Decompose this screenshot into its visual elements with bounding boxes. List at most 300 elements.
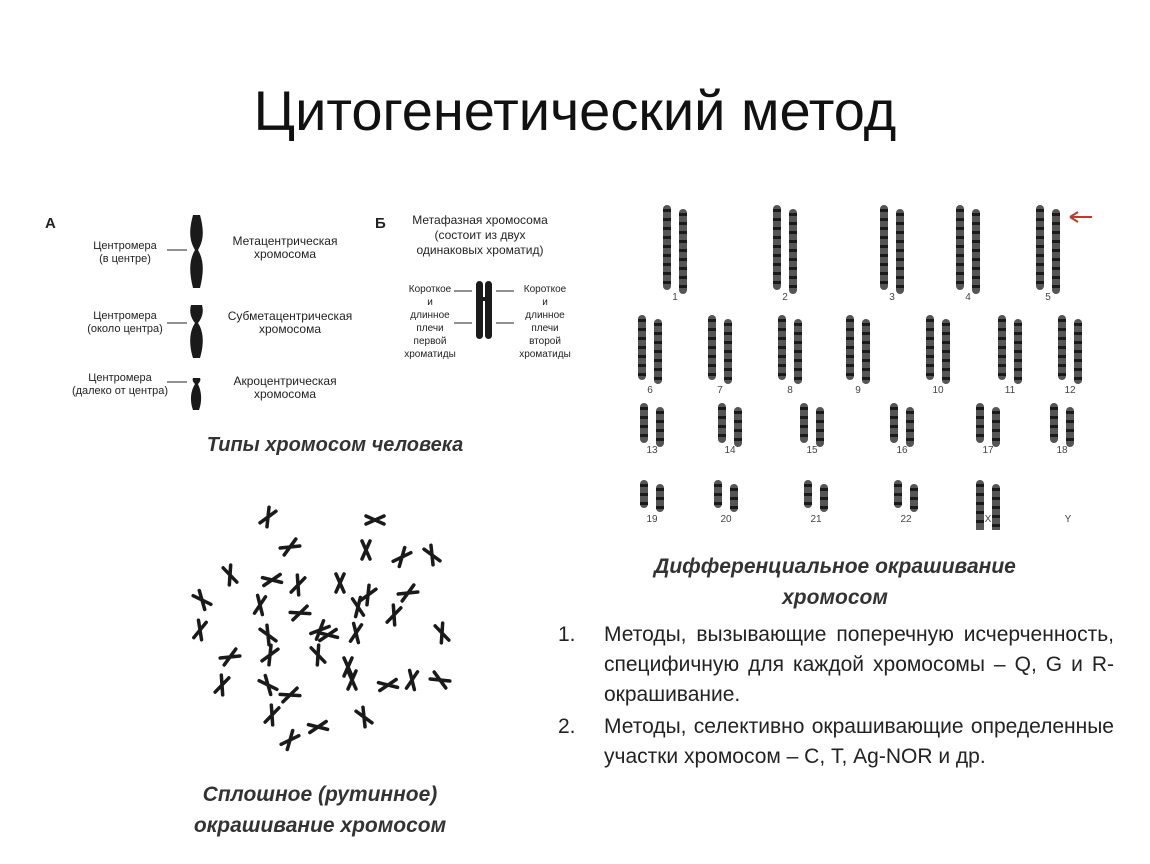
- chromosome-band: [1014, 341, 1022, 344]
- chromosome-band: [718, 407, 726, 410]
- chromosome-band: [1052, 249, 1060, 252]
- chromosome-band: [880, 218, 888, 221]
- chromosome-band: [862, 332, 870, 335]
- chromosome-band: [654, 359, 662, 362]
- chromosome-type-3: Акроцентрическая хромосома: [233, 374, 337, 401]
- chromosome-band: [1036, 281, 1044, 284]
- karyotype-label: 4: [965, 292, 971, 303]
- karyotype-label: 19: [646, 514, 658, 525]
- chromosome-band: [956, 245, 964, 248]
- chromosome-band: [972, 258, 980, 261]
- chromosome-band: [910, 497, 918, 500]
- chromosome-band: [992, 488, 1000, 491]
- chromosome-band: [906, 420, 914, 423]
- karyotype-label: 6: [647, 385, 653, 396]
- chromosome-band: [1036, 227, 1044, 230]
- chromosome-band: [956, 263, 964, 266]
- karyotype-label: 1: [672, 292, 678, 303]
- chromosome-band: [724, 323, 732, 326]
- chromosome-band: [1052, 240, 1060, 243]
- chromosome-band: [778, 355, 786, 358]
- chromosome-pair: [894, 480, 918, 512]
- karyotype-image: [630, 195, 1095, 530]
- chromosome-band: [778, 373, 786, 376]
- chromosome-band: [778, 319, 786, 322]
- chromosome-band: [656, 488, 664, 491]
- chromosome-band: [778, 337, 786, 340]
- chromosome: [223, 565, 237, 585]
- chromosome-band: [1050, 416, 1058, 419]
- chromosome-band: [679, 249, 687, 252]
- chromosome-band: [1074, 323, 1082, 326]
- chromosome-band: [724, 350, 732, 353]
- chromosome-band: [1058, 364, 1066, 367]
- chromosome: [260, 625, 276, 645]
- chromosome-pair: [926, 315, 950, 384]
- chromosome-band: [800, 425, 808, 428]
- chromosome-band: [820, 506, 828, 509]
- chromosome-band: [1014, 368, 1022, 371]
- chromosome-band: [846, 373, 854, 376]
- chromosome-band: [718, 416, 726, 419]
- chromosome-band: [773, 218, 781, 221]
- karyotype-label: X: [984, 514, 992, 525]
- chromosome-band: [942, 377, 950, 380]
- karyotype-label: 8: [787, 385, 793, 396]
- chromosome-type-1: Метацентрическая хромосома: [232, 234, 338, 261]
- chromosome-pair: [1058, 315, 1082, 384]
- karyotype-label: 17: [982, 445, 994, 456]
- chromosome-band: [1052, 231, 1060, 234]
- chromosome-band: [773, 281, 781, 284]
- chromosome: [308, 721, 327, 732]
- list-item: 1. Методы, вызывающие поперечную исчерченность, специфичную для каждой хромосомы – Q, G и R-окрашивание.: [558, 623, 1114, 706]
- chromosome-band: [998, 319, 1006, 322]
- chromosome-band: [1074, 332, 1082, 335]
- chromosome-band: [734, 411, 742, 414]
- chromosome-band: [998, 346, 1006, 349]
- chromosome: [398, 585, 418, 601]
- chromosome-band: [1036, 236, 1044, 239]
- chromosome: [291, 575, 305, 595]
- chromosome-band: [846, 364, 854, 367]
- chromosome-band: [1050, 425, 1058, 428]
- chromosome-band: [1052, 267, 1060, 270]
- chromosome-band: [679, 258, 687, 261]
- chromosome: [387, 605, 401, 625]
- chromosome-band: [896, 249, 904, 252]
- second-chromatid-label: Короткое и длинное плечи второй хроматиды: [519, 284, 571, 360]
- chromosome-band: [972, 249, 980, 252]
- chromosome-band: [1052, 222, 1060, 225]
- chromosome-band: [1050, 434, 1058, 437]
- chromosome-band: [679, 231, 687, 234]
- chromosome-band: [1074, 377, 1082, 380]
- metaphase-heading: Метафазная хромосома (состоит из двух одинаковых хроматид): [412, 213, 548, 257]
- chromosome-band: [640, 502, 648, 505]
- chromosome-band: [976, 416, 984, 419]
- chromosome-band: [679, 285, 687, 288]
- chromosome-band: [956, 227, 964, 230]
- chromosome: [260, 507, 276, 527]
- karyotype-label: 11: [1004, 385, 1016, 396]
- chromosome-band: [638, 328, 646, 331]
- red-arrow-icon: [1070, 212, 1092, 222]
- chromosome-band: [942, 350, 950, 353]
- chromosome-band: [926, 319, 934, 322]
- chromosome-band: [998, 328, 1006, 331]
- karyotype-label: 10: [932, 385, 944, 396]
- chromosome-pair: [998, 315, 1022, 384]
- chromosome-band: [663, 245, 671, 248]
- chromosome-band: [718, 434, 726, 437]
- chromosome-band: [992, 429, 1000, 432]
- chromosome-band: [1036, 245, 1044, 248]
- chromosome: [220, 649, 240, 665]
- chromosome-band: [724, 332, 732, 335]
- chromosome-band: [816, 438, 824, 441]
- chromosome-band: [1058, 373, 1066, 376]
- chromosome-band: [734, 438, 742, 441]
- chromosome-band: [896, 285, 904, 288]
- chromosome-band: [640, 416, 648, 419]
- chromosome-band: [926, 328, 934, 331]
- chromosome-band: [734, 429, 742, 432]
- chromosome-band: [804, 502, 812, 505]
- karyotype-label: 21: [810, 514, 822, 525]
- chromosome-pair: [1036, 205, 1060, 294]
- chromosome-band: [1074, 341, 1082, 344]
- panel-b-letter: Б: [375, 215, 386, 232]
- chromosome: [254, 595, 265, 614]
- chromosome-band: [880, 227, 888, 230]
- chromosome-band: [800, 407, 808, 410]
- chromosome-band: [880, 254, 888, 257]
- chromosome-pair: [640, 480, 664, 512]
- chromosome-band: [846, 328, 854, 331]
- chromosome-band: [1058, 337, 1066, 340]
- chromosome-band: [1058, 355, 1066, 358]
- chromosome-pair: [640, 403, 664, 447]
- methods-list: [558, 620, 1114, 772]
- chromosome-band: [1036, 263, 1044, 266]
- chromosome-band: [846, 337, 854, 340]
- caption-differential-staining: Дифференциальное окрашивание хромосом: [654, 555, 1016, 609]
- chromosome-band: [778, 364, 786, 367]
- chromosome-band: [1066, 420, 1074, 423]
- chromosome-band: [880, 281, 888, 284]
- chromosome-band: [1052, 258, 1060, 261]
- chromosome-band: [656, 411, 664, 414]
- chromosome-band: [1066, 411, 1074, 414]
- chromosome-band: [1066, 438, 1074, 441]
- chromosome: [378, 679, 397, 690]
- chromosome-band: [1066, 429, 1074, 432]
- chromosome-band: [820, 488, 828, 491]
- chromosome-pair: [890, 403, 914, 447]
- chromosome-band: [640, 484, 648, 487]
- chromosome: [193, 591, 211, 610]
- chromosome-band: [1014, 323, 1022, 326]
- chromosome-pair: [956, 205, 980, 294]
- karyotype-label: 13: [646, 445, 658, 456]
- chromosome-band: [816, 420, 824, 423]
- chromosome: [290, 606, 310, 620]
- chromosome-band: [708, 319, 716, 322]
- chromosome-band: [880, 272, 888, 275]
- chromosome-band: [926, 346, 934, 349]
- chromosome-band: [862, 377, 870, 380]
- chromosome-band: [804, 484, 812, 487]
- chromosome-pair: [1050, 403, 1074, 447]
- chromosome-band: [890, 407, 898, 410]
- chromosome-band: [789, 285, 797, 288]
- chromosome-band: [1036, 218, 1044, 221]
- chromosome-band: [992, 411, 1000, 414]
- chromosome-band: [789, 258, 797, 261]
- chromosome-type-2: Субметацентрическая хромосома: [227, 309, 353, 336]
- chromosome-band: [1036, 209, 1044, 212]
- chromosome-band: [640, 425, 648, 428]
- chromosome-band: [794, 332, 802, 335]
- metaphase-chromosome-icon: [454, 279, 514, 344]
- chromosome-band: [640, 434, 648, 437]
- chromosome-band: [846, 346, 854, 349]
- chromosome-band: [718, 425, 726, 428]
- chromosome-band: [906, 429, 914, 432]
- chromosome: [362, 541, 370, 559]
- panel-b: [370, 205, 590, 380]
- chromosome-band: [956, 254, 964, 257]
- chromosome-pair: [804, 480, 828, 512]
- chromosome-band: [789, 276, 797, 279]
- chromosome-band: [820, 497, 828, 500]
- chromosome-band: [1052, 285, 1060, 288]
- chromosome-band: [1052, 276, 1060, 279]
- chromosome-band: [663, 272, 671, 275]
- panel-a: [40, 205, 360, 415]
- chromosome-band: [976, 520, 984, 523]
- chromosome-band: [992, 515, 1000, 518]
- chromosome-band: [1074, 359, 1082, 362]
- chromosome-band: [896, 231, 904, 234]
- chromosome-band: [976, 425, 984, 428]
- chromosome-band: [972, 267, 980, 270]
- chromosome-band: [972, 213, 980, 216]
- chromosome-band: [730, 488, 738, 491]
- chromosome-pair: [718, 403, 742, 447]
- karyotype-label: 2: [782, 292, 788, 303]
- chromosome-band: [708, 337, 716, 340]
- chromosome-band: [794, 350, 802, 353]
- chromosome-band: [1058, 346, 1066, 349]
- chromosome-band: [1050, 407, 1058, 410]
- chromosome-band: [890, 434, 898, 437]
- chromosome-band: [880, 263, 888, 266]
- chromosome-band: [734, 420, 742, 423]
- chromosome-band: [1058, 319, 1066, 322]
- chromosome-band: [998, 337, 1006, 340]
- chromosome-band: [714, 502, 722, 505]
- chromosome-band: [656, 497, 664, 500]
- chromosome-band: [638, 373, 646, 376]
- chromosome-band: [880, 209, 888, 212]
- chromosome-band: [816, 411, 824, 414]
- karyotype-label: 7: [717, 385, 723, 396]
- chromosome-band: [789, 240, 797, 243]
- chromosome-band: [890, 425, 898, 428]
- chromosome-band: [992, 524, 1000, 527]
- chromosome-band: [663, 263, 671, 266]
- chromosome-band: [789, 222, 797, 225]
- chromosome: [393, 548, 411, 567]
- karyotype-label: 3: [889, 292, 895, 303]
- chromosome-band: [679, 222, 687, 225]
- chromosome-band: [663, 227, 671, 230]
- chromosome-band: [654, 332, 662, 335]
- chromosome-band: [663, 236, 671, 239]
- chromosome-band: [998, 373, 1006, 376]
- chromosome-band: [906, 411, 914, 414]
- chromosome-band: [942, 368, 950, 371]
- chromosome-pair: [846, 315, 870, 384]
- centromere-label-3: Центромера (далеко от центра): [71, 372, 169, 397]
- chromosome-band: [1014, 359, 1022, 362]
- chromosome-band: [972, 231, 980, 234]
- chromosome-band: [956, 209, 964, 212]
- karyotype-label: 12: [1064, 385, 1076, 396]
- chromosome-band: [773, 227, 781, 230]
- chromosome-pair: [708, 315, 732, 384]
- chromosome-band: [679, 240, 687, 243]
- chromosome-band: [894, 502, 902, 505]
- chromosome-band: [896, 267, 904, 270]
- chromosome-band: [638, 319, 646, 322]
- chromosome-band: [663, 254, 671, 257]
- chromosome-band: [708, 373, 716, 376]
- chromosome-band: [638, 337, 646, 340]
- chromosome-band: [773, 245, 781, 248]
- chromosome-band: [708, 346, 716, 349]
- chromosome-band: [862, 350, 870, 353]
- first-chromatid-label: Короткое и длинное плечи первой хроматиды: [404, 284, 456, 360]
- chromosome-band: [640, 493, 648, 496]
- chromosome-band: [800, 416, 808, 419]
- chromosome-band: [906, 438, 914, 441]
- chromosome-band: [773, 236, 781, 239]
- chromosome-band: [972, 276, 980, 279]
- chromosome-band: [942, 323, 950, 326]
- chromosome-band: [896, 213, 904, 216]
- chromosome-band: [794, 341, 802, 344]
- chromosome-band: [656, 506, 664, 509]
- chromosome-band: [773, 254, 781, 257]
- chromosome: [360, 585, 376, 605]
- chromosome-pair: [880, 205, 904, 294]
- chromosome-band: [862, 323, 870, 326]
- chromosome-band: [656, 420, 664, 423]
- centromere-label-2: Центромера (около центра): [87, 310, 163, 335]
- chromosome-band: [976, 511, 984, 514]
- karyotype-label: 14: [724, 445, 736, 456]
- chromosome-band: [976, 502, 984, 505]
- chromosome-band: [976, 407, 984, 410]
- chromosome-band: [638, 355, 646, 358]
- chromosome-band: [1058, 328, 1066, 331]
- chromosome-pair: [638, 315, 662, 384]
- chromosome-band: [998, 355, 1006, 358]
- chromosome-band: [656, 438, 664, 441]
- list-item: 2. Методы, селективно окрашивающие определенные участки хромосом – С, Т, Ag-NOR и др.: [558, 715, 1114, 768]
- chromosome-band: [910, 506, 918, 509]
- chromosome-band: [992, 506, 1000, 509]
- chromosome-band: [942, 341, 950, 344]
- chromosome-band: [1014, 350, 1022, 353]
- chromosome-band: [976, 434, 984, 437]
- chromosome-band: [976, 484, 984, 487]
- chromosome-band: [663, 209, 671, 212]
- chromosome-band: [679, 267, 687, 270]
- chromosome-band: [926, 364, 934, 367]
- chromosome-band: [656, 429, 664, 432]
- chromosome-band: [894, 493, 902, 496]
- chromosome: [259, 676, 277, 695]
- chromosome-band: [714, 484, 722, 487]
- chromosome-band: [804, 493, 812, 496]
- chromosome-band: [773, 209, 781, 212]
- chromosome-band: [714, 493, 722, 496]
- chromosome-band: [773, 272, 781, 275]
- chromosome-band: [1074, 350, 1082, 353]
- chromosome: [424, 545, 440, 565]
- chromosome-band: [862, 341, 870, 344]
- chromosome-band: [1036, 272, 1044, 275]
- chromosome-band: [846, 355, 854, 358]
- chromosome-band: [789, 213, 797, 216]
- chromosome: [406, 670, 417, 689]
- chromosome-band: [800, 434, 808, 437]
- caption-solid-staining: Сплошное (рутинное) окрашивание хромосом: [193, 783, 447, 837]
- chromosome-types-diagram: [165, 210, 225, 415]
- chromosome: [430, 672, 450, 688]
- chromosome: [280, 539, 300, 555]
- chromosome-band: [992, 420, 1000, 423]
- chromosome-band: [654, 368, 662, 371]
- chromosome-band: [880, 236, 888, 239]
- chromosome-band: [1014, 377, 1022, 380]
- chromosome-band: [992, 438, 1000, 441]
- chromosome-band: [778, 346, 786, 349]
- chromosome-band: [794, 323, 802, 326]
- chromosome: [194, 620, 206, 639]
- chromosome-band: [794, 368, 802, 371]
- karyotype-label: 15: [806, 445, 818, 456]
- chromosome-band: [956, 281, 964, 284]
- chromosome: [356, 707, 372, 727]
- chromosome-band: [926, 355, 934, 358]
- chromosome-band: [724, 359, 732, 362]
- chromosome-band: [976, 493, 984, 496]
- chromosome: [435, 623, 449, 643]
- chromosome-band: [794, 377, 802, 380]
- chromosome-band: [896, 276, 904, 279]
- chromosome-band: [862, 368, 870, 371]
- chromosome-band: [894, 484, 902, 487]
- panel-a-letter: А: [45, 215, 56, 232]
- chromosome-band: [654, 377, 662, 380]
- chromosome-band: [773, 263, 781, 266]
- chromosome-band: [679, 213, 687, 216]
